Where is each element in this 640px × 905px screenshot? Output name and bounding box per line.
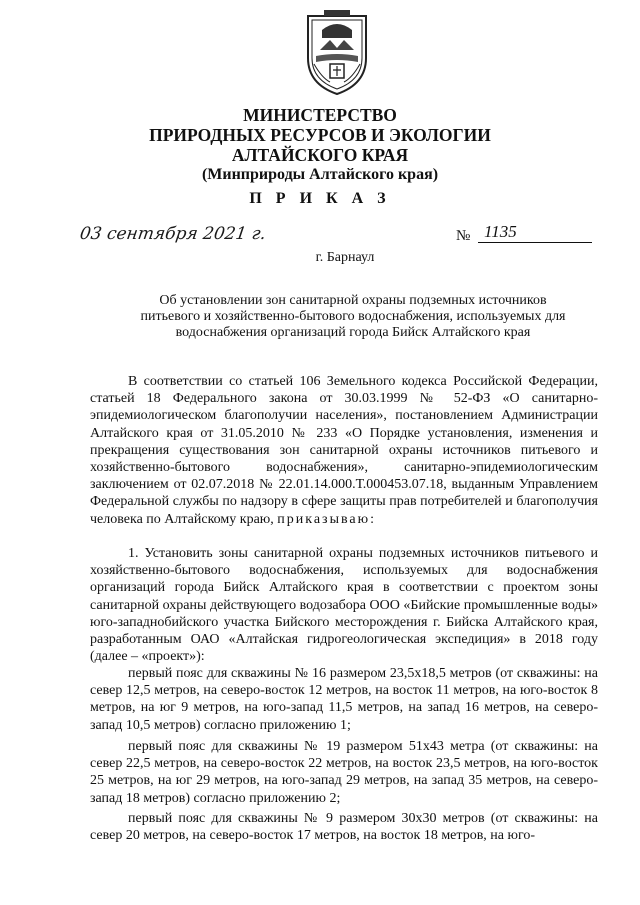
ministry-title-line3: АЛТАЙСКОГО КРАЯ (231, 145, 409, 165)
order-number-label: № (456, 228, 471, 244)
subject-line: питьевого и хозяйственно-бытового водоснабжения, используемых для (140, 309, 566, 324)
handwritten-date: 03 сентября 2021 г. (78, 224, 268, 244)
body-paragraph-well19: первый пояс для скважины № 19 размером 51x43 метра (от скважины: на север 22,5 метров, на северо-восток 22 метров, на восток 23,5 метров, на юго-восток 25 метров, на юг 29 метров, на юго-запад 29 метров, на запад 35 метров, на северо-запад 18 метров) согласно приложению 2; (90, 739, 598, 806)
order-subject (118, 293, 588, 341)
order-directive: приказываю: (277, 511, 376, 527)
ministry-title-line2: ПРИРОДНЫХ РЕСУРСОВ И ЭКОЛОГИИ (149, 125, 491, 145)
subject-line: Об установлении зон санитарной охраны подземных источников (159, 293, 547, 308)
body-paragraph-well9: первый пояс для скважины № 9 размером 30x30 метров (от скважины: на север 20 метров, на северо-восток 17 метров, на восток 18 метров, на юго- (90, 811, 598, 844)
order-title: П Р И К А З (249, 190, 391, 207)
body-paragraph-preamble (90, 373, 598, 528)
preamble-text: В соответствии со статьей 106 Земельного кодекса Российской Федерации, статьей 18 Федерального закона от 30.03.1999 № 52-ФЗ «О санитарно-эпидемиологическом благополучии населения», постановлением Администрации Алтайского края от 31.05.2010 № 233 «О Порядке установления, изменения и прекращения существования зон санитарной охраны источников питьевого и хозяйственно-бытового водоснабжения», санитарно-эпидемиологическим заключением от 02.07.2018 № 22.01.14.000.Т.000453.07.18, выданным Управлением Федеральной службы по надзору в сфере защиты прав потребителей и благополучия человека по Алтайскому краю, (90, 374, 598, 527)
handwritten-order-number: 1135 (478, 222, 592, 243)
body-paragraph-item1: 1. Установить зоны санитарной охраны подземных источников питьевого и хозяйственно-бытового водоснабжения, используемых для водоснабжения организаций города Бийск Алтайского края в соответствии с проектом зоны санитарной охраны действующего водозабора ООО «Бийские промышленные воды» юго-западнобийского участка Бийского месторождения г. Бийска Алтайского края, разработанным ОАО «Алтайская гидрогеологическая экспедиция» в 2018 году (далее – «проект»): (90, 546, 598, 665)
ministry-title-line1: МИНИСТЕРСТВО (243, 105, 397, 125)
ministry-short-name: (Минприроды Алтайского края) (201, 166, 439, 183)
subject-line: водоснабжения организаций города Бийск Алтайского края (175, 325, 531, 340)
coat-of-arms-icon (300, 6, 374, 98)
city-name: г. Барнаул (315, 250, 375, 265)
body-paragraph-well16: первый пояс для скважины № 16 размером 23,5x18,5 метров (от скважины: на север 12,5 метров, на северо-восток 12 метров, на восток 11 метров, на юго-восток 8 метров, на юг 9 метров, на юго-запад 11,5 метров, на запад 16 метров, на северо-запад 10,5 метров) согласно приложению 1; (90, 666, 598, 733)
